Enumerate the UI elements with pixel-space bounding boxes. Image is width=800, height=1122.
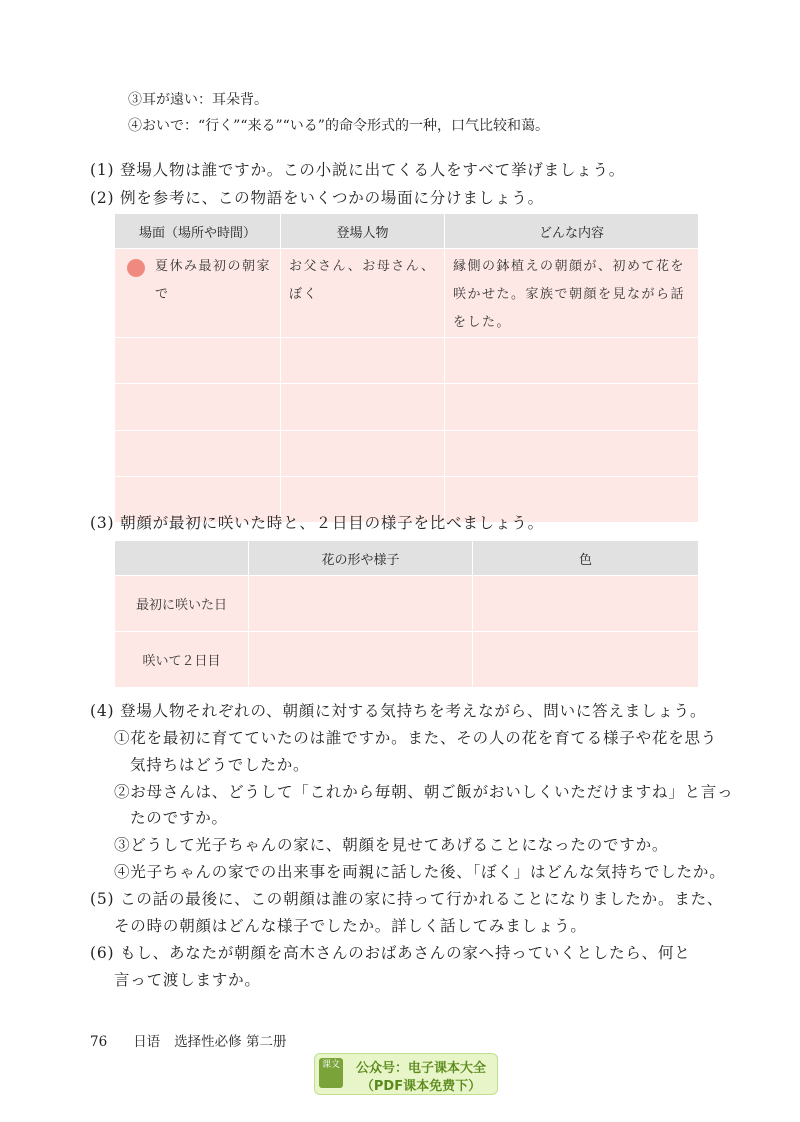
book-part: 第二册 [245,1034,287,1050]
table-row [115,576,699,632]
question-4-1a: ①花を最初に育てていたのは誰ですか。また、その人の花を育てる様子や花を思う [114,729,718,747]
question-4-2a: ②お母さんは、どうして「これから毎朝、朝ご飯がおいしくいただけますね」と言っ [114,783,734,801]
table-row [115,384,699,431]
question-4-1b: 気持ちはどうでしたか。 [130,756,310,774]
question-5a: (5) この話の最後に、この朝顔は誰の家に持って行かれることになりましたか。また、 [90,890,724,908]
color-header: 色 [473,541,699,576]
content-header: どんな内容 [445,214,699,249]
question-3: (3) 朝顔が最初に咲いた時と、２日目の様子を比べましょう。 [90,514,544,532]
book-title: 日语 [133,1034,161,1050]
book-icon: 课文 [319,1058,343,1088]
answer-cell[interactable] [473,576,699,632]
table-row [115,431,699,477]
answer-cell[interactable] [115,431,281,477]
answer-cell[interactable] [473,632,699,688]
blank-header [115,541,249,576]
table-row [115,338,699,384]
answer-cell[interactable] [249,576,473,632]
shape-header: 花の形や様子 [249,541,473,576]
table-row [115,632,699,688]
example-characters: お父さん、お母さん、ぼく [289,259,436,302]
characters-header: 登場人物 [281,214,445,249]
example-content: 縁側の鉢植えの朝顔が、初めて花を咲かせた。家族で朝顔を見ながら話をした。 [453,259,686,330]
answer-cell[interactable] [281,338,445,384]
example-marker-icon [127,259,145,277]
answer-cell[interactable] [445,431,699,477]
row-label-day1: 最初に咲いた日 [115,576,249,632]
page-number: 76 [90,1034,108,1050]
page-footer [90,1030,286,1050]
question-4-4: ④光子ちゃんの家での出来事を両親に話した後、「ぼく」はどんな気持ちでしたか。 [114,863,726,881]
book-volume: 选择性必修 [174,1034,242,1050]
answer-cell[interactable] [115,384,281,431]
answer-cell[interactable] [445,338,699,384]
question-2: (2) 例を参考に、この物語をいくつかの場面に分けましょう。 [90,189,544,207]
example-content-cell [445,249,699,338]
table-row [115,249,699,338]
example-scene: 夏休み最初の朝家で [155,259,272,302]
answer-cell[interactable] [281,431,445,477]
answer-cell[interactable] [249,632,473,688]
note-3: ③耳が遠い：耳朵背。 [128,92,268,108]
example-characters-cell [281,249,445,338]
question-1: (1) 登場人物は誰ですか。この小説に出てくる人をすべて挙げましょう。 [90,161,626,179]
row-label-day2: 咲いて２日目 [115,632,249,688]
comparison-table [114,540,699,688]
scene-header: 場面（場所や時間） [115,214,281,249]
example-scene-cell [115,249,281,338]
answer-cell[interactable] [115,338,281,384]
watermark-line-1: 公众号：电子课本大全 [355,1061,486,1076]
watermark-line-2: （PDF课本免费下） [360,1079,482,1094]
watermark-badge [314,1053,498,1095]
question-6a: (6) もし、あなたが朝顔を高木さんのおばあさんの家へ持っていくとしたら、何と [90,944,691,962]
answer-cell[interactable] [445,384,699,431]
question-5b: その時の朝顔はどんな様子でしたか。詳しく話してみましょう。 [114,917,587,935]
question-4-3: ③どうして光子ちゃんの家に、朝顔を見せてあげることになったのですか。 [114,836,669,854]
answer-cell[interactable] [281,384,445,431]
question-4: (4) 登場人物それぞれの、朝顔に対する気持ちを考えながら、問いに答えましょう。 [90,702,707,720]
question-6b: 言って渡しますか。 [114,971,261,989]
scene-table [114,213,699,523]
question-4-2b: たのですか。 [130,809,228,827]
note-4: ④おいで：“行く”“来る”“いる”的命令形式的一种，口气比较和蔼。 [128,118,549,134]
